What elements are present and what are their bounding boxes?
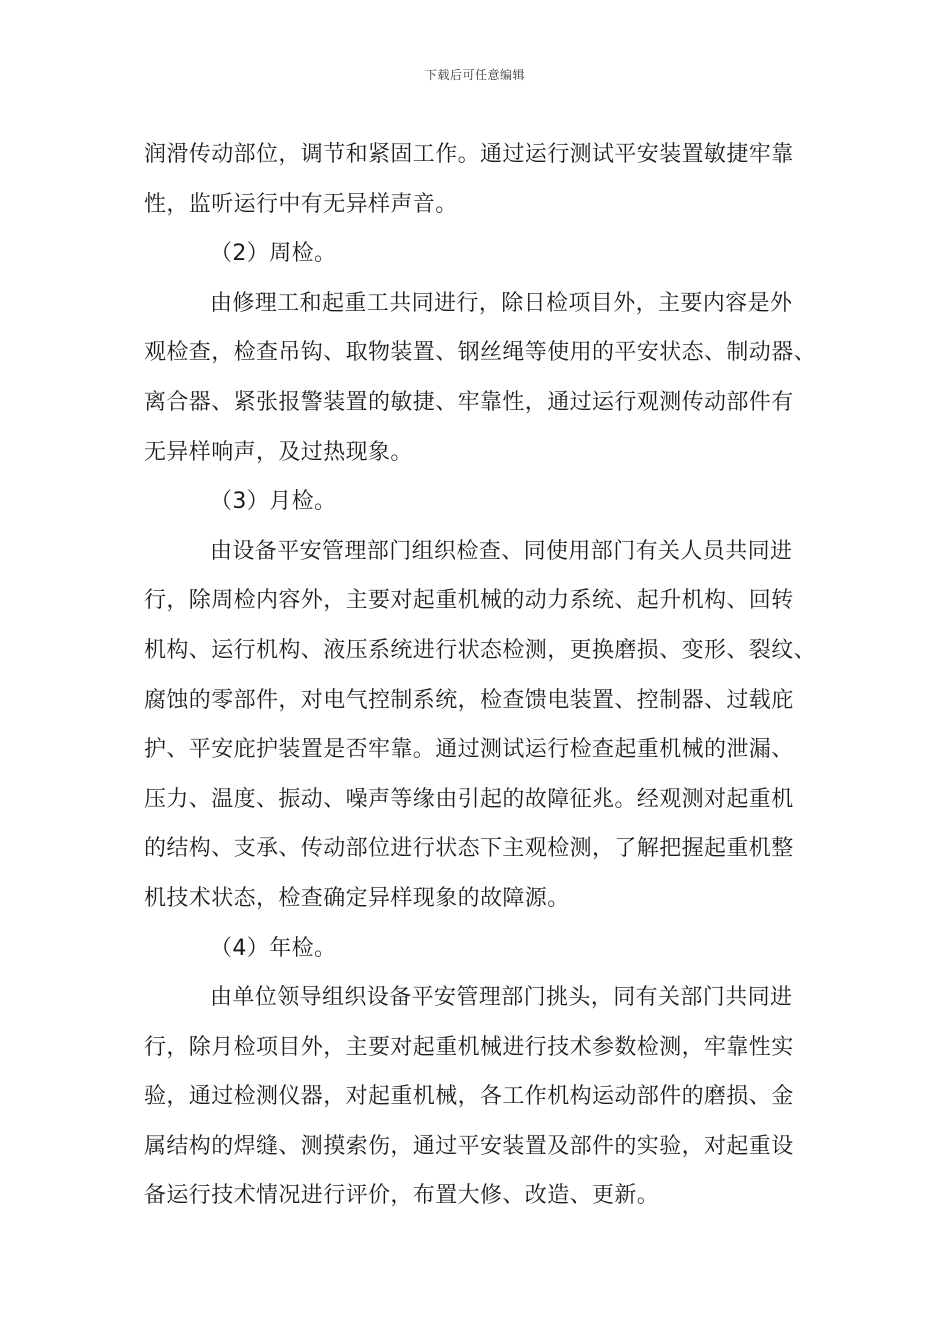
paragraph-first-line: 由单位领导组织设备平安管理部门挑头，同有关部门共同进 [210,985,793,1011]
text-line: 备运行技术情况进行评价，布置大修、改造、更新。 [144,1183,660,1209]
text-line: 压力、温度、振动、噪声等缘由引起的故障征兆。经观测对起重机 [144,786,794,812]
text-line: 性，监听运行中有无异样声音。 [144,191,458,217]
text-line: 护、平安庇护装置是否牢靠。通过测试运行检查起重机械的泄漏、 [144,737,794,763]
paragraph-first-line: 由设备平安管理部门组织检查、同使用部门有关人员共同进 [210,538,793,564]
page-header: 下载后可任意编辑 [424,68,525,82]
section-heading: （4）年检。 [210,935,337,961]
text-line: 机技术状态，检查确定异样现象的故障源。 [144,885,570,911]
section-heading: （2）周检。 [210,241,337,267]
document-body [144,130,824,1221]
text-line: 腐蚀的零部件，对电气控制系统，检查馈电装置、控制器、过载庇 [144,687,794,713]
text-line: 的结构、支承、传动部位进行状态下主观检测，了解把握起重机整 [144,836,794,862]
paragraph-first-line: 由修理工和起重工共同进行，除日检项目外，主要内容是外 [210,290,793,316]
text-line: 行，除周检内容外，主要对起重机械的动力系统、起升机构、回转 [144,588,794,614]
text-line: 机构、运行机构、液压系统进行状态检测，更换磨损、变形、裂纹、 [144,637,817,663]
text-line: 属结构的焊缝、测摸索伤，通过平安装置及部件的实验，对起重设 [144,1133,794,1159]
text-line: 验，通过检测仪器，对起重机械，各工作机构运动部件的磨损、金 [144,1084,794,1110]
section-heading: （3）月检。 [210,489,337,515]
text-line: 观检查，检查吊钩、取物装置、钢丝绳等使用的平安状态、制动器、 [144,340,817,366]
text-line: 润滑传动部位，调节和紧固工作。通过运行测试平安装置敏捷牢靠 [144,142,794,167]
text-line: 离合器、紧张报警装置的敏捷、牢靠性，通过运行观测传动部件有 [144,389,794,415]
text-line: 无异样响声，及过热现象。 [144,439,413,465]
text-line: 行，除月检项目外，主要对起重机械进行技术参数检测，牢靠性实 [144,1034,794,1060]
